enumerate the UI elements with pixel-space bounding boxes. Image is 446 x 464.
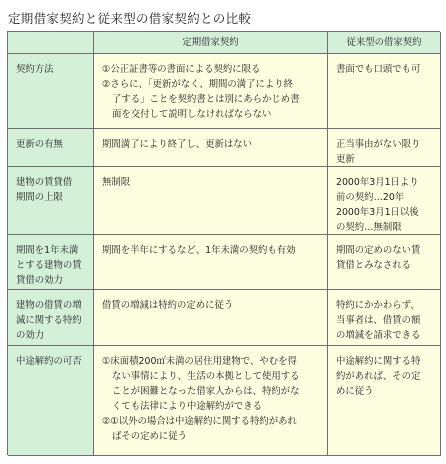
text-line: 特約にかかわらず、	[336, 300, 420, 311]
row-label-rent-adjustment	[8, 290, 94, 346]
text-line: 中途解約に関する特	[336, 356, 421, 367]
header-conventional-lease: 従来型の借家契約	[328, 32, 441, 54]
label-line: の効力	[16, 330, 45, 341]
conventional-rent-adjustment	[328, 290, 441, 346]
text-line: 書面でも口頭でも可	[336, 64, 421, 75]
fixed-term-early-termination	[94, 346, 328, 456]
comparison-table	[7, 31, 440, 455]
row-label-early-termination	[8, 346, 94, 456]
fixed-term-rent-adjustment	[94, 290, 328, 346]
fixed-term-renewal	[94, 129, 328, 167]
text-line: 無制限	[102, 177, 131, 188]
text-line: 約があれば、その定	[336, 371, 421, 382]
text-line: の契約…無制限	[336, 222, 402, 233]
label-line: 建物の借賃の増	[16, 300, 82, 311]
text-line: くても法律により中途解約ができる	[112, 401, 263, 412]
row-label-renewal	[8, 129, 94, 167]
page-title: 定期借家契約と従来型の借家契約との比較	[8, 11, 252, 26]
text-line: 2000年3月1日より	[336, 177, 419, 188]
label-line: 更新の有無	[16, 139, 63, 150]
text-line: 期間満了により終了し、更新はない	[102, 139, 253, 150]
label-line: とする建物の賃	[16, 260, 82, 271]
text-line: ①床面積200㎡未満の居住用建物で、やむを得	[102, 356, 297, 367]
text-line: 更新	[336, 154, 355, 165]
fixed-term-contract-method	[94, 54, 328, 129]
text-line: 期間を半年にするなど、1年未満の契約も有効	[102, 245, 296, 256]
text-line: ①公正証書等の書面による契約に限る	[102, 64, 261, 75]
conventional-early-termination	[328, 346, 441, 456]
conventional-lease-term-limit	[328, 167, 441, 235]
text-line: ない事情により、生活の本拠として使用する	[112, 371, 300, 382]
text-line: 面を交付して説明しなければならない	[112, 109, 272, 120]
label-line: 期間の上限	[16, 192, 63, 203]
row-label-lease-term-limit	[8, 167, 94, 235]
text-line: 期間の定めのない賃	[336, 245, 421, 256]
text-line: 2000年3月1日以後	[336, 207, 419, 218]
fixed-term-lease-term-limit	[94, 167, 328, 235]
header-blank-cell	[8, 32, 94, 54]
conventional-renewal	[328, 129, 441, 167]
text-line: ばその定めに従う	[112, 431, 188, 442]
text-line: ②さらに、「更新がなく、期間の満了により終	[102, 79, 294, 90]
label-line: 減に関する特約	[16, 315, 82, 326]
text-line: 借賃の増減は特約の定めに従う	[102, 300, 234, 311]
row-label-under-one-year	[8, 235, 94, 290]
label-line: 期間を1年未満	[16, 245, 79, 256]
label-line: 中途解約の可否	[16, 356, 82, 367]
text-line: ②①以外の場合は中途解約に関する特約があれ	[102, 416, 297, 427]
row-label-contract-method	[8, 54, 94, 129]
text-line: 了する」ことを契約書とは別にあらかじめ書	[112, 94, 300, 105]
text-line: 当事者は、借賃の額	[336, 315, 421, 326]
text-line: 前の契約…20年	[336, 192, 405, 203]
conventional-under-one-year	[328, 235, 441, 290]
label-line: 建物の賃貸借	[16, 177, 73, 188]
text-line: ことが困難となった借家人からは、特約がな	[112, 386, 300, 397]
text-line: 正当事由がない限り	[336, 139, 421, 150]
label-line: 貸借の効力	[16, 275, 63, 286]
label-line: 契約方法	[16, 64, 54, 75]
text-line: の増減を請求できる	[336, 330, 421, 341]
header-fixed-term-lease: 定期借家契約	[94, 32, 328, 54]
text-line: めに従う	[336, 386, 374, 397]
fixed-term-under-one-year	[94, 235, 328, 290]
conventional-contract-method	[328, 54, 441, 129]
text-line: 貸借とみなされる	[336, 260, 412, 271]
